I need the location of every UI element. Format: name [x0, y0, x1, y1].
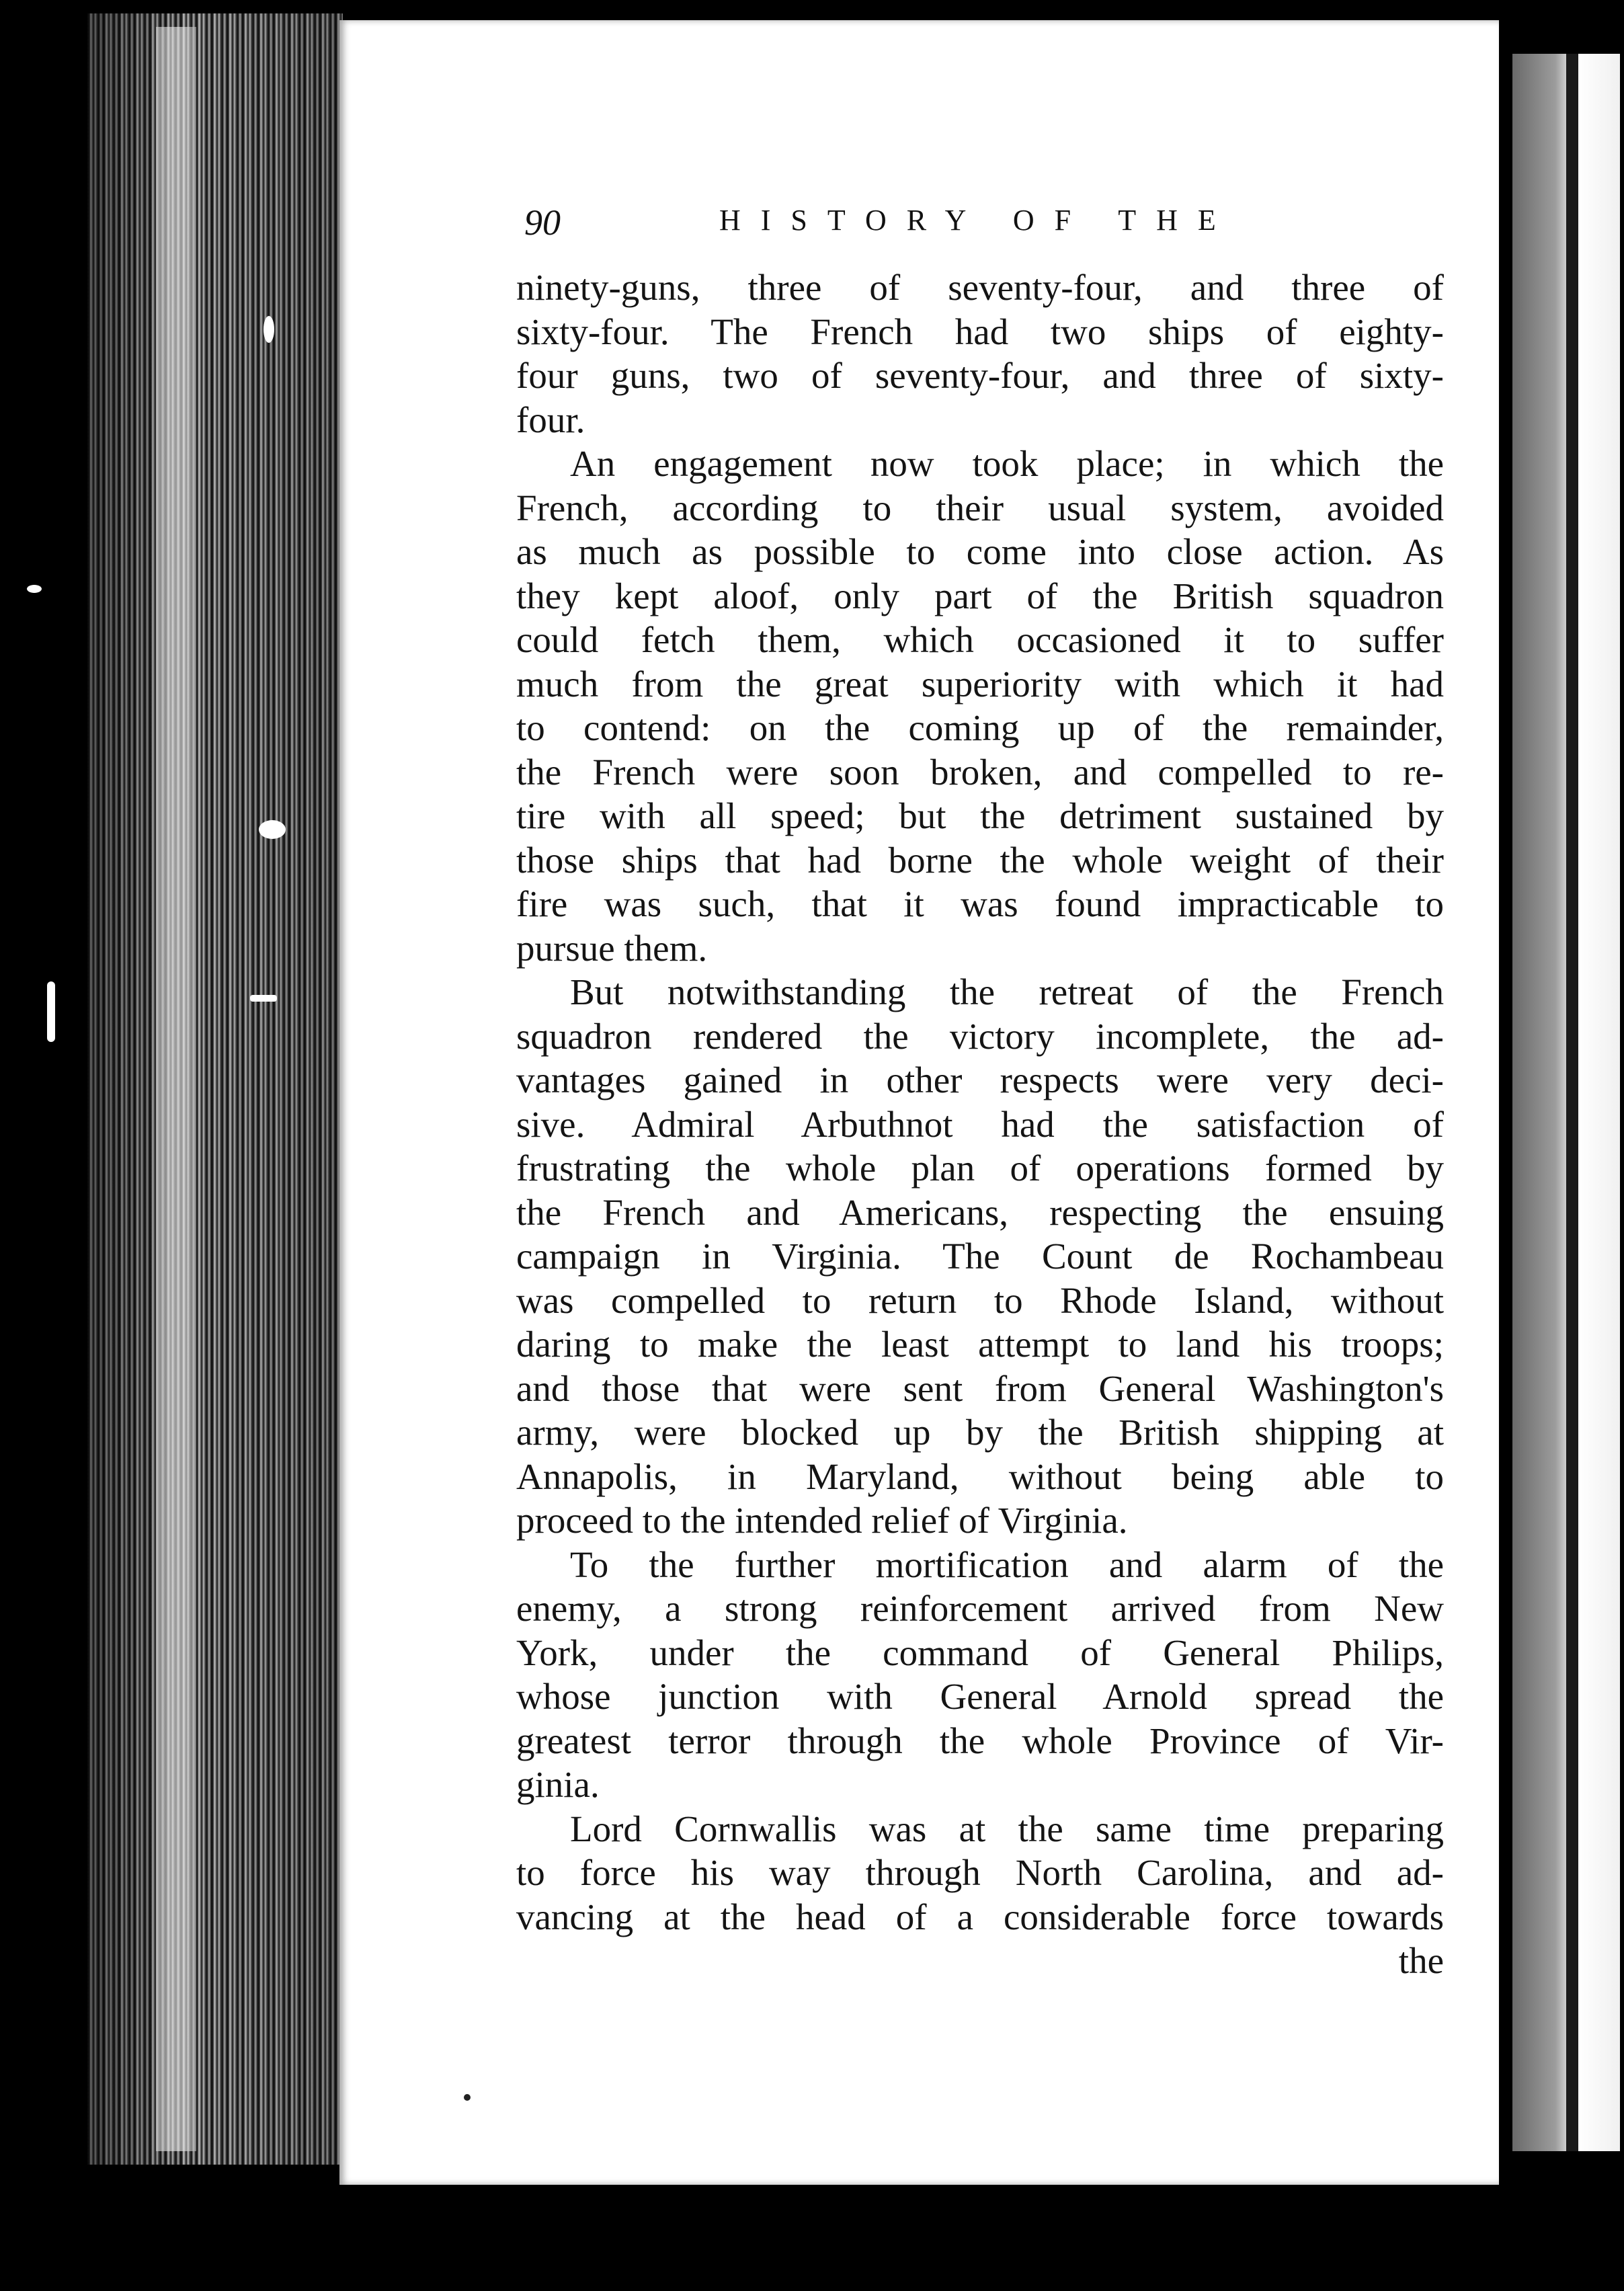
text-line: the French were soon broken, and compelled to re- — [516, 751, 1444, 793]
page-edge-highlight — [156, 27, 196, 2151]
text-line: But notwithstanding the retreat of the French — [570, 971, 1444, 1012]
text-line: as much as possible to come into close action. As — [516, 531, 1444, 572]
text-line: An engagement now took place; in which the — [570, 443, 1444, 484]
running-head — [524, 202, 1277, 255]
running-title: HISTORY OF THE — [719, 204, 1236, 237]
text-line: four guns, two of seventy-four, and three of sixty- — [516, 355, 1444, 396]
scan-speck — [259, 820, 286, 839]
next-leaf-shadow — [1566, 54, 1578, 2151]
text-line: vantages gained in other respects were very deci- — [516, 1059, 1444, 1100]
page-number: 90 — [524, 202, 561, 243]
scan-speck — [27, 585, 42, 593]
text-line: those ships that had borne the whole weight of their — [516, 839, 1444, 881]
text-line: proceed to the intended relief of Virginia. — [516, 1500, 1128, 1541]
text-line: to contend: on the coming up of the remainder, — [516, 707, 1444, 748]
text-line: pursue them. — [516, 927, 708, 969]
text-line: sixty-four. The French had two ships of eighty- — [516, 311, 1444, 352]
text-line: tire with all speed; but the detriment sustained by — [516, 795, 1444, 836]
text-line: ginia. — [516, 1764, 600, 1805]
text-line: greatest terror through the whole Province of Vir- — [516, 1720, 1444, 1761]
text-line: squadron rendered the victory incomplete, the ad- — [516, 1015, 1444, 1057]
text-line: To the further mortification and alarm of the — [570, 1543, 1444, 1585]
text-line: Annapolis, in Maryland, without being able to — [516, 1455, 1444, 1497]
text-line: French, according to their usual system, avoided — [516, 487, 1444, 528]
text-line: they kept aloof, only part of the British squadron — [516, 575, 1444, 616]
scan-speck — [250, 995, 277, 1002]
scan-speck — [47, 981, 55, 1042]
text-line: enemy, a strong reinforcement arrived from New — [516, 1588, 1444, 1629]
text-line: campaign in Virginia. The Count de Rochambeau — [516, 1236, 1444, 1277]
text-line: York, under the command of General Philips, — [516, 1632, 1444, 1673]
text-line: frustrating the whole plan of operations formed by — [516, 1148, 1444, 1189]
text-line: whose junction with General Arnold spread the — [516, 1676, 1444, 1717]
text-line: army, were blocked up by the British shipping at — [516, 1412, 1444, 1453]
scan-speck — [464, 2094, 471, 2101]
text-line: ninety-guns, three of seventy-four, and three of — [516, 267, 1444, 308]
text-line: sive. Admiral Arbuthnot had the satisfaction of — [516, 1103, 1444, 1145]
text-line: was compelled to return to Rhode Island, without — [516, 1279, 1444, 1321]
text-line: Lord Cornwallis was at the same time preparing — [570, 1808, 1444, 1849]
text-line: the French and Americans, respecting the ensuing — [516, 1191, 1444, 1233]
book-page-edges — [87, 13, 343, 2165]
scan-speck — [263, 316, 274, 343]
text-line: fire was such, that it was found impracticable to — [516, 883, 1444, 924]
text-line: much from the great superiority with which it had — [516, 663, 1444, 705]
catchword: the — [1398, 1940, 1444, 1981]
text-line: vancing at the head of a considerable force towards — [516, 1896, 1444, 1937]
text-line: daring to make the least attempt to land his troops; — [516, 1324, 1444, 1365]
text-line: could fetch them, which occasioned it to suffer — [516, 619, 1444, 660]
text-line: and those that were sent from General Washington's — [516, 1367, 1444, 1409]
body-text — [516, 266, 1444, 1983]
text-line: four. — [516, 399, 585, 440]
text-line: to force his way through North Carolina, and ad- — [516, 1852, 1444, 1893]
